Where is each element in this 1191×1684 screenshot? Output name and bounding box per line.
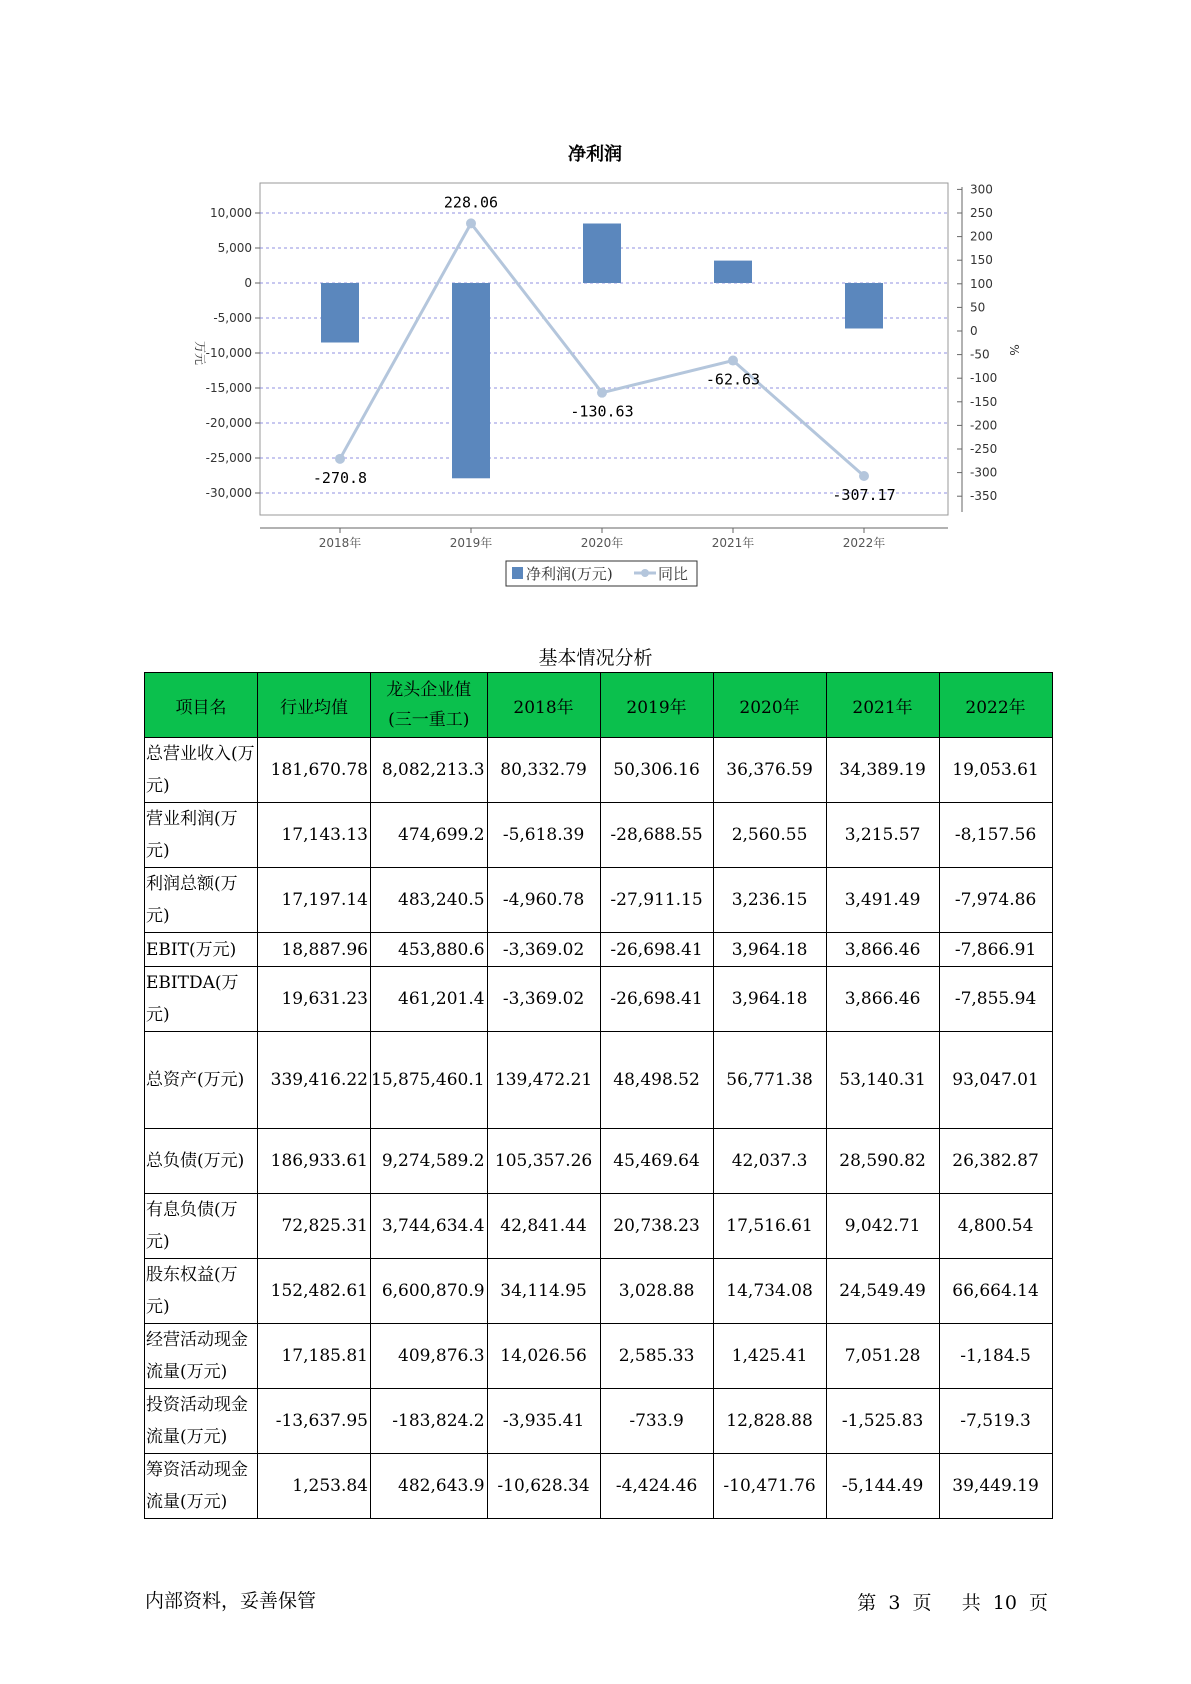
- bar-2018年: [321, 283, 359, 343]
- right-tick-label: 200: [970, 229, 993, 244]
- value-cell: 3,866.46: [826, 933, 939, 967]
- header-cell: 2021年: [826, 673, 939, 738]
- value-cell: 34,114.95: [487, 1259, 600, 1324]
- value-cell: 48,498.52: [600, 1032, 713, 1129]
- table-header-row: [145, 673, 1053, 738]
- value-cell: 36,376.59: [713, 738, 826, 803]
- page-current: 3: [888, 1592, 901, 1614]
- left-tick-label: 0: [244, 276, 252, 290]
- yoy-point: [466, 218, 476, 228]
- value-cell: -28,688.55: [600, 803, 713, 868]
- yoy-data-label: -62.63: [705, 370, 761, 389]
- value-cell: -1,184.5: [939, 1324, 1052, 1389]
- value-cell: 50,306.16: [600, 738, 713, 803]
- right-tick-label: -100: [970, 371, 998, 386]
- left-tick-label: -5,000: [213, 311, 252, 325]
- x-tick-label: 2021年: [711, 536, 755, 550]
- value-cell: 42,841.44: [487, 1194, 600, 1259]
- value-cell: 483,240.5: [371, 868, 488, 933]
- net-profit-chart: [0, 0, 1191, 600]
- right-tick-label: -200: [970, 418, 998, 433]
- value-cell: -3,935.41: [487, 1389, 600, 1454]
- value-cell: 2,560.55: [713, 803, 826, 868]
- value-cell: 139,472.21: [487, 1032, 600, 1129]
- total-prefix: 共: [961, 1592, 981, 1614]
- page-total: 10: [992, 1592, 1017, 1614]
- footer-page-number: [854, 1588, 1051, 1615]
- header-cell: 龙头企业值 (三一重工): [371, 673, 488, 738]
- header-cell: 2022年: [939, 673, 1052, 738]
- value-cell: 186,933.61: [258, 1129, 371, 1194]
- value-cell: 152,482.61: [258, 1259, 371, 1324]
- table-row: [145, 933, 1053, 967]
- value-cell: 20,738.23: [600, 1194, 713, 1259]
- table-row: [145, 1194, 1053, 1259]
- value-cell: 19,631.23: [258, 967, 371, 1032]
- row-label-cell: 投资活动现金流量(万元): [145, 1389, 258, 1454]
- row-label-cell: 股东权益(万元): [145, 1259, 258, 1324]
- row-label-cell: 利润总额(万元): [145, 868, 258, 933]
- page-unit: 页: [912, 1592, 932, 1614]
- right-tick-label: 100: [970, 276, 993, 291]
- value-cell: 9,042.71: [826, 1194, 939, 1259]
- value-cell: 482,643.9: [371, 1454, 488, 1519]
- yoy-point: [728, 356, 738, 366]
- value-cell: 19,053.61: [939, 738, 1052, 803]
- value-cell: 339,416.22: [258, 1032, 371, 1129]
- table-row: [145, 1032, 1053, 1129]
- left-tick-label: 10,000: [210, 206, 252, 220]
- value-cell: -13,637.95: [258, 1389, 371, 1454]
- header-cell: 2018年: [487, 673, 600, 738]
- x-tick-label: 2018年: [318, 536, 362, 550]
- right-tick-label: 300: [970, 182, 993, 197]
- value-cell: 80,332.79: [487, 738, 600, 803]
- value-cell: 409,876.3: [371, 1324, 488, 1389]
- value-cell: -26,698.41: [600, 933, 713, 967]
- right-axis-label: %: [1007, 344, 1021, 356]
- bar-2021年: [714, 261, 752, 283]
- x-tick-label: 2019年: [449, 536, 493, 550]
- value-cell: 3,964.18: [713, 967, 826, 1032]
- value-cell: 1,425.41: [713, 1324, 826, 1389]
- table-row: [145, 967, 1053, 1032]
- left-axis-label: 万元: [193, 340, 207, 366]
- x-tick-label: 2020年: [580, 536, 624, 550]
- right-tick-label: -50: [970, 347, 990, 362]
- value-cell: 17,197.14: [258, 868, 371, 933]
- value-cell: 2,585.33: [600, 1324, 713, 1389]
- value-cell: 53,140.31: [826, 1032, 939, 1129]
- value-cell: 14,026.56: [487, 1324, 600, 1389]
- value-cell: -7,855.94: [939, 967, 1052, 1032]
- legend-bar-label: 净利润(万元): [526, 565, 613, 583]
- table-row: [145, 803, 1053, 868]
- value-cell: 4,800.54: [939, 1194, 1052, 1259]
- page-prefix: 第: [857, 1592, 877, 1614]
- value-cell: 26,382.87: [939, 1129, 1052, 1194]
- value-cell: 45,469.64: [600, 1129, 713, 1194]
- table-row: [145, 738, 1053, 803]
- value-cell: -7,974.86: [939, 868, 1052, 933]
- chart-svg: [0, 0, 1191, 600]
- value-cell: -3,369.02: [487, 933, 600, 967]
- row-label-cell: 筹资活动现金流量(万元): [145, 1454, 258, 1519]
- value-cell: 12,828.88: [713, 1389, 826, 1454]
- table-body: [145, 738, 1053, 1519]
- header-cell: 2020年: [713, 673, 826, 738]
- value-cell: 66,664.14: [939, 1259, 1052, 1324]
- chart-title: 净利润: [568, 144, 622, 165]
- yoy-point: [859, 471, 869, 481]
- value-cell: -1,525.83: [826, 1389, 939, 1454]
- value-cell: -733.9: [600, 1389, 713, 1454]
- value-cell: 24,549.49: [826, 1259, 939, 1324]
- value-cell: -27,911.15: [600, 868, 713, 933]
- basic-analysis-table: [144, 672, 1053, 1519]
- row-label-cell: 总资产(万元): [145, 1032, 258, 1129]
- row-label-cell: EBIT(万元): [145, 933, 258, 967]
- value-cell: 9,274,589.2: [371, 1129, 488, 1194]
- value-cell: 3,964.18: [713, 933, 826, 967]
- x-tick-label: 2022年: [842, 536, 886, 550]
- yoy-data-label: 228.06: [443, 193, 499, 212]
- value-cell: 474,699.2: [371, 803, 488, 868]
- value-cell: -4,960.78: [487, 868, 600, 933]
- value-cell: 18,887.96: [258, 933, 371, 967]
- table-row: [145, 1454, 1053, 1519]
- value-cell: -26,698.41: [600, 967, 713, 1032]
- value-cell: -4,424.46: [600, 1454, 713, 1519]
- value-cell: -8,157.56: [939, 803, 1052, 868]
- right-tick-label: -150: [970, 394, 998, 409]
- header-cell: 项目名: [145, 673, 258, 738]
- right-tick-label: 250: [970, 206, 993, 220]
- value-cell: -183,824.2: [371, 1389, 488, 1454]
- yoy-point: [335, 454, 345, 464]
- legend-line-marker: [641, 569, 649, 577]
- value-cell: 105,357.26: [487, 1129, 600, 1194]
- row-label-cell: 总营业收入(万元): [145, 738, 258, 803]
- row-label-cell: EBITDA(万元): [145, 967, 258, 1032]
- value-cell: 453,880.6: [371, 933, 488, 967]
- value-cell: 7,051.28: [826, 1324, 939, 1389]
- bar-2019年: [452, 283, 490, 478]
- left-tick-label: -25,000: [205, 451, 252, 465]
- value-cell: 6,600,870.9: [371, 1259, 488, 1324]
- yoy-point: [597, 388, 607, 398]
- value-cell: 15,875,460.1: [371, 1032, 488, 1129]
- header-cell: 2019年: [600, 673, 713, 738]
- value-cell: -10,628.34: [487, 1454, 600, 1519]
- value-cell: 17,143.13: [258, 803, 371, 868]
- value-cell: -3,369.02: [487, 967, 600, 1032]
- row-label-cell: 总负债(万元): [145, 1129, 258, 1194]
- table-row: [145, 1129, 1053, 1194]
- right-tick-label: -250: [970, 442, 998, 456]
- value-cell: 3,866.46: [826, 967, 939, 1032]
- right-tick-label: 150: [970, 253, 993, 268]
- table-row: [145, 868, 1053, 933]
- value-cell: -7,866.91: [939, 933, 1052, 967]
- yoy-data-label: -130.63: [570, 402, 634, 421]
- value-cell: 42,037.3: [713, 1129, 826, 1194]
- row-label-cell: 经营活动现金流量(万元): [145, 1324, 258, 1389]
- value-cell: 181,670.78: [258, 738, 371, 803]
- row-label-cell: 营业利润(万元): [145, 803, 258, 868]
- value-cell: 3,215.57: [826, 803, 939, 868]
- value-cell: 72,825.31: [258, 1194, 371, 1259]
- right-tick-label: 50: [970, 300, 986, 315]
- value-cell: 56,771.38: [713, 1032, 826, 1129]
- value-cell: -10,471.76: [713, 1454, 826, 1519]
- value-cell: 17,185.81: [258, 1324, 371, 1389]
- left-tick-label: -30,000: [205, 486, 252, 500]
- left-tick-label: 5,000: [217, 241, 252, 255]
- row-label-cell: 有息负债(万元): [145, 1194, 258, 1259]
- right-tick-label: -300: [970, 465, 998, 480]
- value-cell: 93,047.01: [939, 1032, 1052, 1129]
- table-row: [145, 1389, 1053, 1454]
- bar-2020年: [583, 224, 621, 284]
- value-cell: 39,449.19: [939, 1454, 1052, 1519]
- value-cell: -5,144.49: [826, 1454, 939, 1519]
- value-cell: 1,253.84: [258, 1454, 371, 1519]
- value-cell: 34,389.19: [826, 738, 939, 803]
- legend-line-label: 同比: [658, 565, 689, 583]
- right-tick-label: -350: [970, 489, 998, 504]
- table-row: [145, 1324, 1053, 1389]
- value-cell: 3,744,634.4: [371, 1194, 488, 1259]
- value-cell: 3,028.88: [600, 1259, 713, 1324]
- bar-2022年: [845, 283, 883, 329]
- value-cell: 17,516.61: [713, 1194, 826, 1259]
- value-cell: 3,236.15: [713, 868, 826, 933]
- value-cell: 461,201.4: [371, 967, 488, 1032]
- yoy-data-label: -307.17: [832, 485, 896, 504]
- footer-confidential-note: 内部资料，妥善保管: [145, 1590, 317, 1612]
- left-tick-label: -15,000: [205, 381, 252, 395]
- total-unit: 页: [1028, 1592, 1048, 1614]
- value-cell: 8,082,213.3: [371, 738, 488, 803]
- value-cell: 14,734.08: [713, 1259, 826, 1324]
- header-cell: 行业均值: [258, 673, 371, 738]
- value-cell: 28,590.82: [826, 1129, 939, 1194]
- value-cell: 3,491.49: [826, 868, 939, 933]
- left-tick-label: -10,000: [205, 346, 252, 360]
- legend-bar-swatch: [512, 567, 523, 579]
- table-row: [145, 1259, 1053, 1324]
- left-tick-label: -20,000: [205, 416, 252, 430]
- value-cell: -5,618.39: [487, 803, 600, 868]
- value-cell: -7,519.3: [939, 1389, 1052, 1454]
- table-caption: 基本情况分析: [538, 647, 653, 669]
- yoy-data-label: -270.8: [312, 468, 368, 487]
- right-tick-label: 0: [970, 324, 978, 338]
